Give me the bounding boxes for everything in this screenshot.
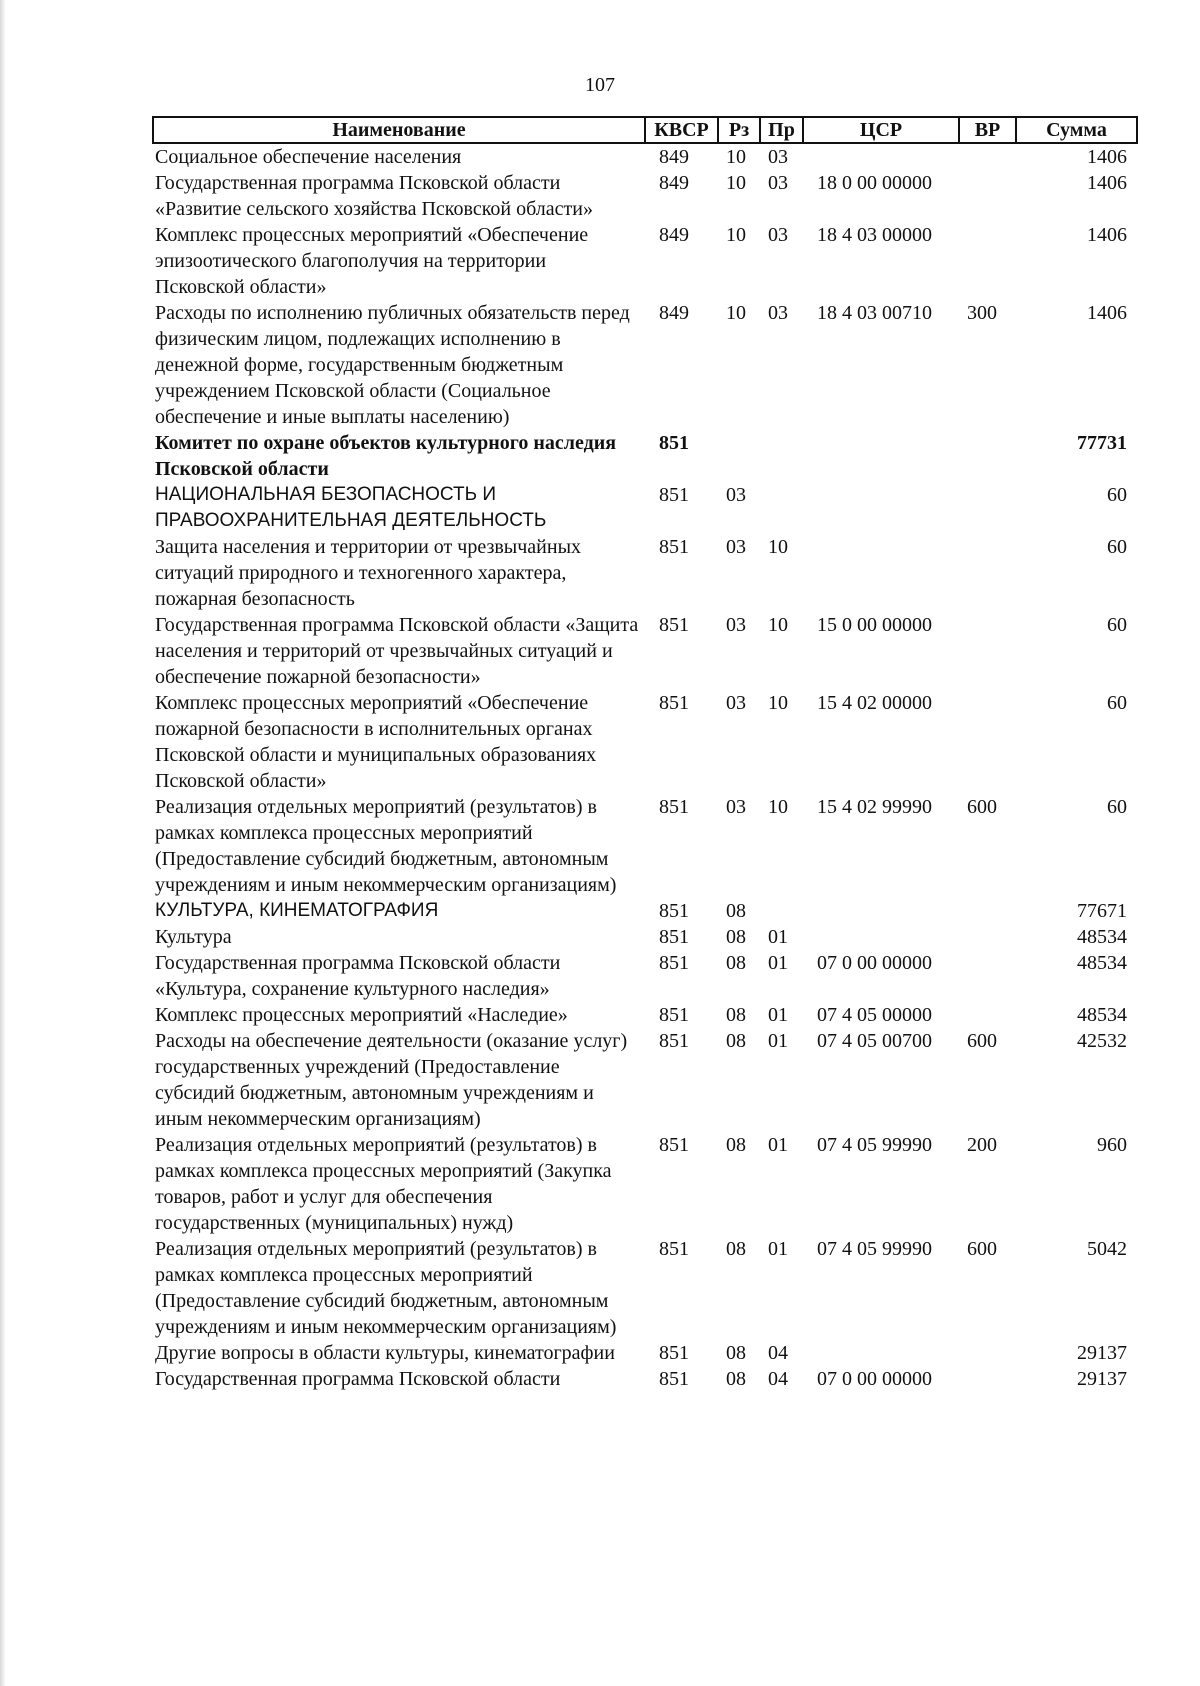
cell-pr — [760, 482, 803, 534]
cell-kvsr: 849 — [659, 146, 689, 168]
cell-csr — [803, 430, 959, 482]
cell-vr — [959, 222, 1016, 300]
cell-kvsr: 851 — [659, 1342, 689, 1364]
cell-kvsr: 851 — [659, 926, 689, 948]
cell-name: Защита населения и территории от чрезвычайных ситуаций природного и техногенного характера, пожарная безопасность — [155, 536, 582, 610]
cell-csr — [803, 534, 959, 612]
cell-sum: 5042 — [1087, 1238, 1127, 1260]
cell-sum: 1406 — [1087, 224, 1127, 246]
cell-pr: 10 — [768, 796, 788, 818]
cell-sum: 48534 — [1077, 926, 1127, 948]
header-kvsr: КВСР — [645, 117, 718, 143]
table-row — [153, 1028, 1137, 1132]
cell-name: Другие вопросы в области культуры, кинематографии — [155, 1342, 615, 1364]
cell-rz: 03 — [726, 484, 746, 506]
cell-sum: 60 — [1107, 796, 1127, 818]
cell-name: Реализация отдельных мероприятий (результатов) в рамках комплекса процессных мероприятий (Предоставление субсидий бюджетным, автономным учреждениям и иным некоммерческим организациям) — [155, 796, 617, 896]
cell-csr: 07 0 00 00000 — [817, 1368, 932, 1390]
table-row — [153, 170, 1137, 222]
cell-vr — [959, 170, 1016, 222]
cell-csr: 18 4 03 00710 — [817, 302, 932, 324]
cell-sum: 60 — [1107, 536, 1127, 558]
cell-kvsr: 849 — [659, 302, 689, 324]
cell-pr: 03 — [768, 302, 788, 324]
cell-sum: 48534 — [1077, 952, 1127, 974]
cell-pr: 03 — [768, 224, 788, 246]
cell-vr — [959, 1366, 1016, 1392]
table-row-section — [153, 898, 1137, 924]
table-row — [153, 950, 1137, 1002]
cell-pr: 01 — [768, 926, 788, 948]
cell-sum: 60 — [1107, 614, 1127, 636]
cell-pr: 03 — [768, 146, 788, 168]
cell-pr: 01 — [768, 1004, 788, 1026]
cell-name: Реализация отдельных мероприятий (результатов) в рамках комплекса процессных мероприятий (Предоставление субсидий бюджетным, автономным учреждениям и иным некоммерческим организациям) — [155, 1238, 617, 1338]
cell-name: Государственная программа Псковской области «Защита населения и территорий от чрезвычайных ситуаций и обеспечение пожарной безопасности» — [155, 614, 639, 688]
cell-kvsr: 851 — [659, 796, 689, 818]
cell-rz: 08 — [726, 1030, 746, 1052]
cell-csr: 15 4 02 99990 — [817, 796, 932, 818]
cell-pr: 03 — [768, 172, 788, 194]
table-row — [153, 924, 1137, 950]
cell-csr: 07 4 05 99990 — [817, 1238, 932, 1260]
cell-csr — [803, 898, 959, 924]
cell-sum: 1406 — [1087, 302, 1127, 324]
cell-kvsr: 851 — [659, 692, 689, 714]
cell-vr: 600 — [967, 796, 997, 818]
cell-name: Культура — [155, 926, 232, 948]
header-rz: Рз — [718, 117, 760, 143]
cell-pr: 04 — [768, 1342, 788, 1364]
cell-sum: 1406 — [1087, 146, 1127, 168]
header-name: Наименование — [153, 117, 645, 143]
cell-vr — [959, 1340, 1016, 1366]
cell-sum: 29137 — [1077, 1342, 1127, 1364]
cell-name: Расходы по исполнению публичных обязательств перед физическим лицом, подлежащих исполнению в денежной форме, государственным бюджетным учреждением Псковской области (Социальное обеспечение и иные выплаты населению) — [155, 302, 630, 428]
header-vr: ВР — [959, 117, 1016, 143]
table-row — [153, 1236, 1137, 1340]
cell-sum: 77731 — [1077, 432, 1127, 454]
cell-vr: 600 — [967, 1030, 997, 1052]
cell-kvsr: 851 — [659, 1030, 689, 1052]
cell-kvsr: 851 — [659, 1368, 689, 1390]
cell-rz: 10 — [726, 146, 746, 168]
table-row — [153, 690, 1137, 794]
cell-vr — [959, 482, 1016, 534]
cell-csr — [803, 924, 959, 950]
cell-csr — [803, 482, 959, 534]
cell-name: Государственная программа Псковской области «Развитие сельского хозяйства Псковской области» — [155, 172, 593, 220]
cell-sum: 60 — [1107, 692, 1127, 714]
cell-vr — [959, 612, 1016, 690]
table-row — [153, 300, 1137, 430]
cell-rz: 08 — [726, 1342, 746, 1364]
cell-csr: 15 0 00 00000 — [817, 614, 932, 636]
cell-kvsr: 851 — [659, 952, 689, 974]
cell-name: КУЛЬТУРА, КИНЕМАТОГРАФИЯ — [155, 900, 439, 921]
cell-name: НАЦИОНАЛЬНАЯ БЕЗОПАСНОСТЬ И ПРАВООХРАНИТЕЛЬНАЯ ДЕЯТЕЛЬНОСТЬ — [155, 484, 547, 531]
cell-name: Комитет по охране объектов культурного наследия Псковской области — [155, 432, 617, 480]
cell-rz: 08 — [726, 1238, 746, 1260]
cell-vr: 300 — [967, 302, 997, 324]
cell-csr: 07 4 05 00700 — [817, 1030, 932, 1052]
header-pr: Пр — [760, 117, 803, 143]
cell-kvsr: 851 — [659, 1134, 689, 1156]
cell-kvsr: 851 — [659, 614, 689, 636]
cell-sum: 960 — [1097, 1134, 1127, 1156]
header-sum: Сумма — [1016, 117, 1137, 143]
cell-pr: 01 — [768, 1238, 788, 1260]
cell-name: Социальное обеспечение населения — [155, 146, 462, 168]
cell-name: Государственная программа Псковской области «Культура, сохранение культурного наследия» — [155, 952, 561, 1000]
cell-rz: 08 — [726, 926, 746, 948]
cell-sum: 48534 — [1077, 1004, 1127, 1026]
cell-vr — [959, 143, 1016, 170]
cell-rz: 08 — [726, 1004, 746, 1026]
cell-csr: 07 4 05 99990 — [817, 1134, 932, 1156]
cell-kvsr: 849 — [659, 224, 689, 246]
table-row — [153, 222, 1137, 300]
table-row-committee — [153, 430, 1137, 482]
table-row — [153, 1002, 1137, 1028]
cell-sum: 1406 — [1087, 172, 1127, 194]
cell-rz: 03 — [726, 536, 746, 558]
cell-sum: 29137 — [1077, 1368, 1127, 1390]
table-row — [153, 143, 1137, 170]
cell-vr: 200 — [967, 1134, 997, 1156]
cell-csr: 18 4 03 00000 — [817, 224, 932, 246]
cell-vr — [959, 430, 1016, 482]
cell-pr: 10 — [768, 536, 788, 558]
cell-rz: 10 — [726, 172, 746, 194]
cell-pr: 01 — [768, 1134, 788, 1156]
cell-pr — [760, 430, 803, 482]
cell-rz: 03 — [726, 692, 746, 714]
scan-edge — [0, 0, 6, 1686]
cell-vr — [959, 950, 1016, 1002]
cell-name: Реализация отдельных мероприятий (результатов) в рамках комплекса процессных мероприятий (Закупка товаров, работ и услуг для обеспечения государственных (муниципальных) нужд) — [155, 1134, 612, 1234]
cell-rz: 03 — [726, 614, 746, 636]
cell-rz: 10 — [726, 224, 746, 246]
cell-kvsr: 851 — [659, 1238, 689, 1260]
header-csr: ЦСР — [803, 117, 959, 143]
table-row — [153, 534, 1137, 612]
cell-vr — [959, 924, 1016, 950]
table-header-row — [153, 117, 1137, 143]
cell-name: Комплекс процессных мероприятий «Наследие» — [155, 1004, 568, 1026]
cell-kvsr: 849 — [659, 172, 689, 194]
cell-pr: 10 — [768, 692, 788, 714]
cell-rz: 03 — [726, 796, 746, 818]
table-row — [153, 794, 1137, 898]
cell-name: Государственная программа Псковской области — [155, 1368, 561, 1390]
cell-kvsr: 851 — [659, 900, 689, 922]
cell-kvsr: 851 — [659, 484, 689, 506]
cell-csr — [803, 143, 959, 170]
cell-vr — [959, 1002, 1016, 1028]
cell-name: Расходы на обеспечение деятельности (оказание услуг) государственных учреждений (Предоставление субсидий бюджетным, автономным учреждениям и иным некоммерческим организациям) — [155, 1030, 628, 1130]
page-number: 107 — [585, 74, 615, 96]
cell-name: Комплекс процессных мероприятий «Обеспечение пожарной безопасности в исполнительных органах Псковской области и муниципальных образованиях Псковской области» — [155, 692, 597, 792]
cell-pr: 01 — [768, 952, 788, 974]
cell-sum: 42532 — [1077, 1030, 1127, 1052]
cell-vr — [959, 690, 1016, 794]
cell-kvsr: 851 — [659, 536, 689, 558]
cell-pr: 10 — [768, 614, 788, 636]
cell-vr: 600 — [967, 1238, 997, 1260]
budget-table — [152, 116, 1138, 1392]
cell-rz: 08 — [726, 1134, 746, 1156]
table-row-section — [153, 482, 1137, 534]
table-row — [153, 1340, 1137, 1366]
cell-pr: 01 — [768, 1030, 788, 1052]
table-row — [153, 1366, 1137, 1392]
cell-rz: 08 — [726, 900, 746, 922]
cell-rz: 08 — [726, 1368, 746, 1390]
cell-csr: 15 4 02 00000 — [817, 692, 932, 714]
table-row — [153, 1132, 1137, 1236]
cell-sum: 77671 — [1077, 900, 1127, 922]
cell-kvsr: 851 — [659, 1004, 689, 1026]
cell-rz — [718, 430, 760, 482]
cell-csr: 18 0 00 00000 — [817, 172, 932, 194]
cell-rz: 10 — [726, 302, 746, 324]
cell-vr — [959, 534, 1016, 612]
cell-csr: 07 0 00 00000 — [817, 952, 932, 974]
cell-csr: 07 4 05 00000 — [817, 1004, 932, 1026]
cell-sum: 60 — [1107, 484, 1127, 506]
cell-name: Комплекс процессных мероприятий «Обеспечение эпизоотического благополучия на территории Псковской области» — [155, 224, 589, 298]
cell-vr — [959, 898, 1016, 924]
cell-kvsr: 851 — [659, 432, 689, 454]
cell-pr — [760, 898, 803, 924]
cell-pr: 04 — [768, 1368, 788, 1390]
table-row — [153, 612, 1137, 690]
cell-csr — [803, 1340, 959, 1366]
cell-rz: 08 — [726, 952, 746, 974]
